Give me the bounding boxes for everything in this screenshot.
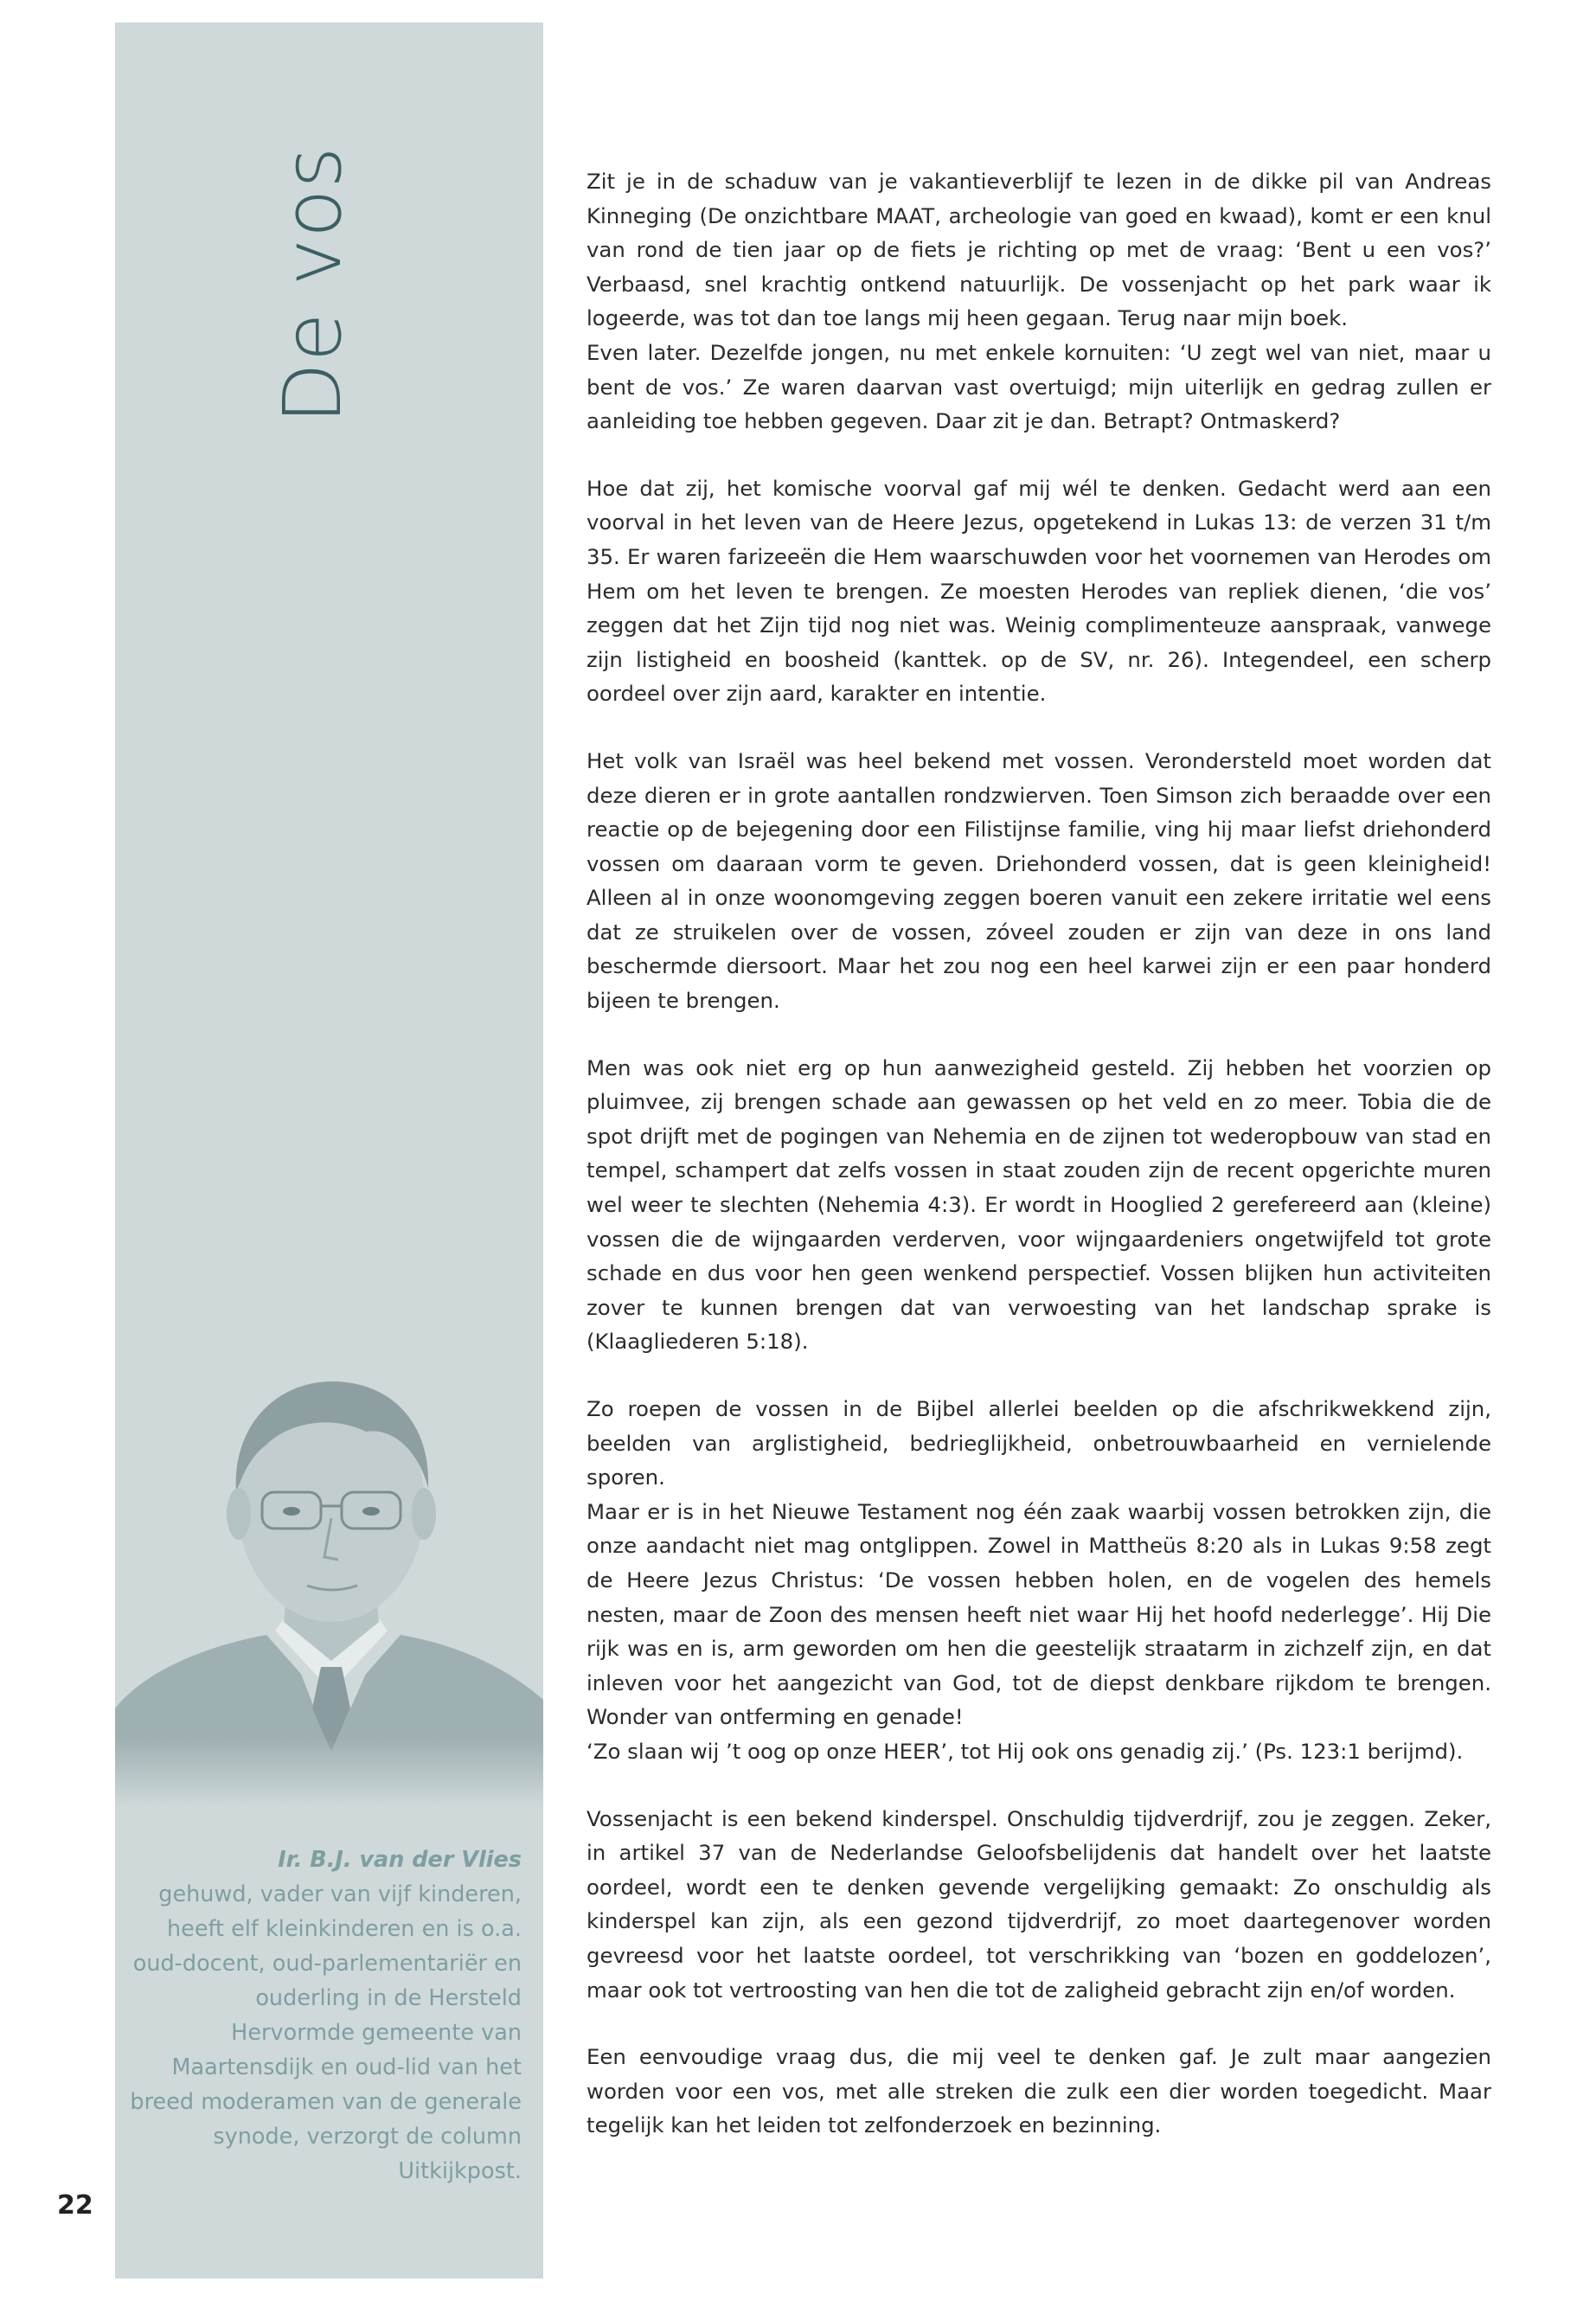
- author-description: gehuwd, vader van vijf kinderen, heeft elf kleinkinderen en is o.a. oud-docent, oud-parlementariër en ouderling in de Hersteld Hervormde gemeente van Maartensdijk en oud-lid van het breed moderamen van de generale synode, verzorgt de column Uitkijkpost.: [130, 1881, 522, 2184]
- paragraph: [586, 1392, 1491, 1769]
- author-portrait: [115, 1345, 543, 1808]
- page-number: 22: [57, 2190, 93, 2221]
- paragraph-line: Men was ook niet erg op hun aanwezigheid gesteld. Zij hebben het voorzien op pluimvee, zij brengen schade aan gewassen op het veld en zo meer. Tobia die de spot drijft met de pogingen van Nehemia en de zijnen tot wederopbouw van stad en tempel, schampert dat zelfs vossen in staat zouden zijn de recent opgerichte muren wel weer te slechten (Nehemia 4:3). Er wordt in Hooglied 2 gerefereerd aan (kleine) vossen die de wijngaarden verderven, voor wijngaardeniers ongetwijfeld tot grote schade en dus voor hen geen wenkend perspectief. Vossen blijken hun activiteiten zover te kunnen brengen dat van verwoesting van het landschap sprake is (Klaagliederen 5:18).: [586, 1054, 1491, 1355]
- paragraph-line: Vossenjacht is een bekend kinderspel. Onschuldig tijdverdrijf, zou je zeggen. Zeker, in artikel 37 van de Nederlandse Geloofsbelijdenis dat handelt over het laatste oordeel, wordt een te denken gevende vergelijking gemaakt: Zo onschuldig als kinderspel kan zijn, als een gezond tijdverdrijf, zo moet daartegenover worden gevreesd voor het laatste oordeel, tot verschrikking van ‘bozen en goddelozen’, maar ook tot vertroosting van hen die tot de zaligheid gebracht zijn en/of worden.: [586, 1805, 1491, 2003]
- paragraph-line: Maar er is in het Nieuwe Testament nog één zaak waarbij vossen betrokken zijn, die onze aandacht niet mag ontglippen. Zowel in Mattheüs 8:20 als in Lukas 9:58 zegt de Heere Jezus Christus: ‘De vossen hebben holen, en de vogelen des hemels nesten, maar de Zoon des mensen heeft niet waar Hij het hoofd nederlegge’. Hij Die rijk was en is, arm geworden om hen die geestelijk straatarm in zichzelf zijn, en dat inleven voor het aangezicht van God, tot de diepst denkbare rijkdom te brengen. Wonder van ontferming en genade!: [586, 1498, 1491, 1730]
- paragraph-line: Het volk van Israël was heel bekend met vossen. Verondersteld moet worden dat deze dieren er in grote aantallen rondzwierven. Toen Simson zich beraadde over een reactie op de bejegening door een Filistijnse familie, ving hij maar liefst driehonderd vossen om daaraan vorm te geven. Driehonderd vossen, dat is geen kleinigheid! Alleen al in onze woonomgeving zeggen boeren vanuit een zekere irritatie wel eens dat ze struikelen over de vossen, zóveel zouden er zijn van deze in ons land beschermde diersoort. Maar het zou nog een heel karwei zijn er een paar honderd bijeen te brengen.: [586, 747, 1491, 1014]
- paragraph-line: ‘Zo slaan wij ’t oog op onze HEER’, tot Hij ook ons genadig zij.’ (Ps. 123:1 berijmd).: [586, 1738, 1464, 1764]
- paragraph: [586, 744, 1491, 1018]
- paragraph-line: Een eenvoudige vraag dus, die mij veel te denken gaf. Je zult maar aangezien worden voor een vos, met alle streken die zulk een dier worden toegedicht. Maar tegelijk kan het leiden tot zelfonderzoek en bezinning.: [586, 2044, 1491, 2138]
- paragraph: [586, 1802, 1491, 2008]
- paragraph-line: Even later. Dezelfde jongen, nu met enkele kornuiten: ‘U zegt wel van niet, maar u bent de vos.’ Ze waren daarvan vast overtuigd; mijn uiterlijk en gedrag zullen er aanleiding toe hebben gegeven. Daar zit je dan. Betrapt? Ontmaskerd?: [586, 339, 1491, 434]
- paragraph: [586, 164, 1491, 439]
- paragraph: [586, 1051, 1491, 1359]
- paragraph-line: Zit je in de schaduw van je vakantieverblijf te lezen in de dikke pil van Andreas Kinneging (De onzichtbare MAAT, archeologie van goed en kwaad), komt er een knul van rond de tien jaar op de fiets je richting op met de vraag: ‘Bent u een vos?’ Verbaasd, snel krachtig ontkend natuurlijk. De vossenjacht op het park waar ik logeerde, was tot dan toe langs mij heen gegaan. Terug naar mijn boek.: [586, 169, 1491, 331]
- paragraph-line: Hoe dat zij, het komische voorval gaf mij wél te denken. Gedacht werd aan een voorval in het leven van de Heere Jezus, opgetekend in Lukas 13: de verzen 31 t/m 35. Er waren farizeeën die Hem waarschuwden voor het voornemen van Herodes om Hem om het leven te brengen. Ze moesten Herodes van repliek dienen, ‘die vos’ zeggen dat het Zijn tijd nog niet was. Weinig complimenteuze aanspraak, vanwege zijn listigheid en boosheid (kanttek. op de SV, nr. 26). Integendeel, een scherp oordeel over zijn aard, karakter en intentie.: [586, 475, 1491, 707]
- paragraph: [586, 2040, 1491, 2143]
- article-body: [586, 164, 1491, 2176]
- article-title: De vos: [266, 145, 359, 424]
- paragraph-line: Zo roepen de vossen in de Bijbel allerlei beelden op die afschrikwekkend zijn, beelden van arglistigheid, bedrieglijkheid, onbetrouwbaarheid en vernielende sporen.: [586, 1396, 1491, 1490]
- paragraph: [586, 471, 1491, 711]
- author-bio: [125, 1843, 522, 2189]
- author-name: Ir. B.J. van der Vlies: [278, 1847, 522, 1873]
